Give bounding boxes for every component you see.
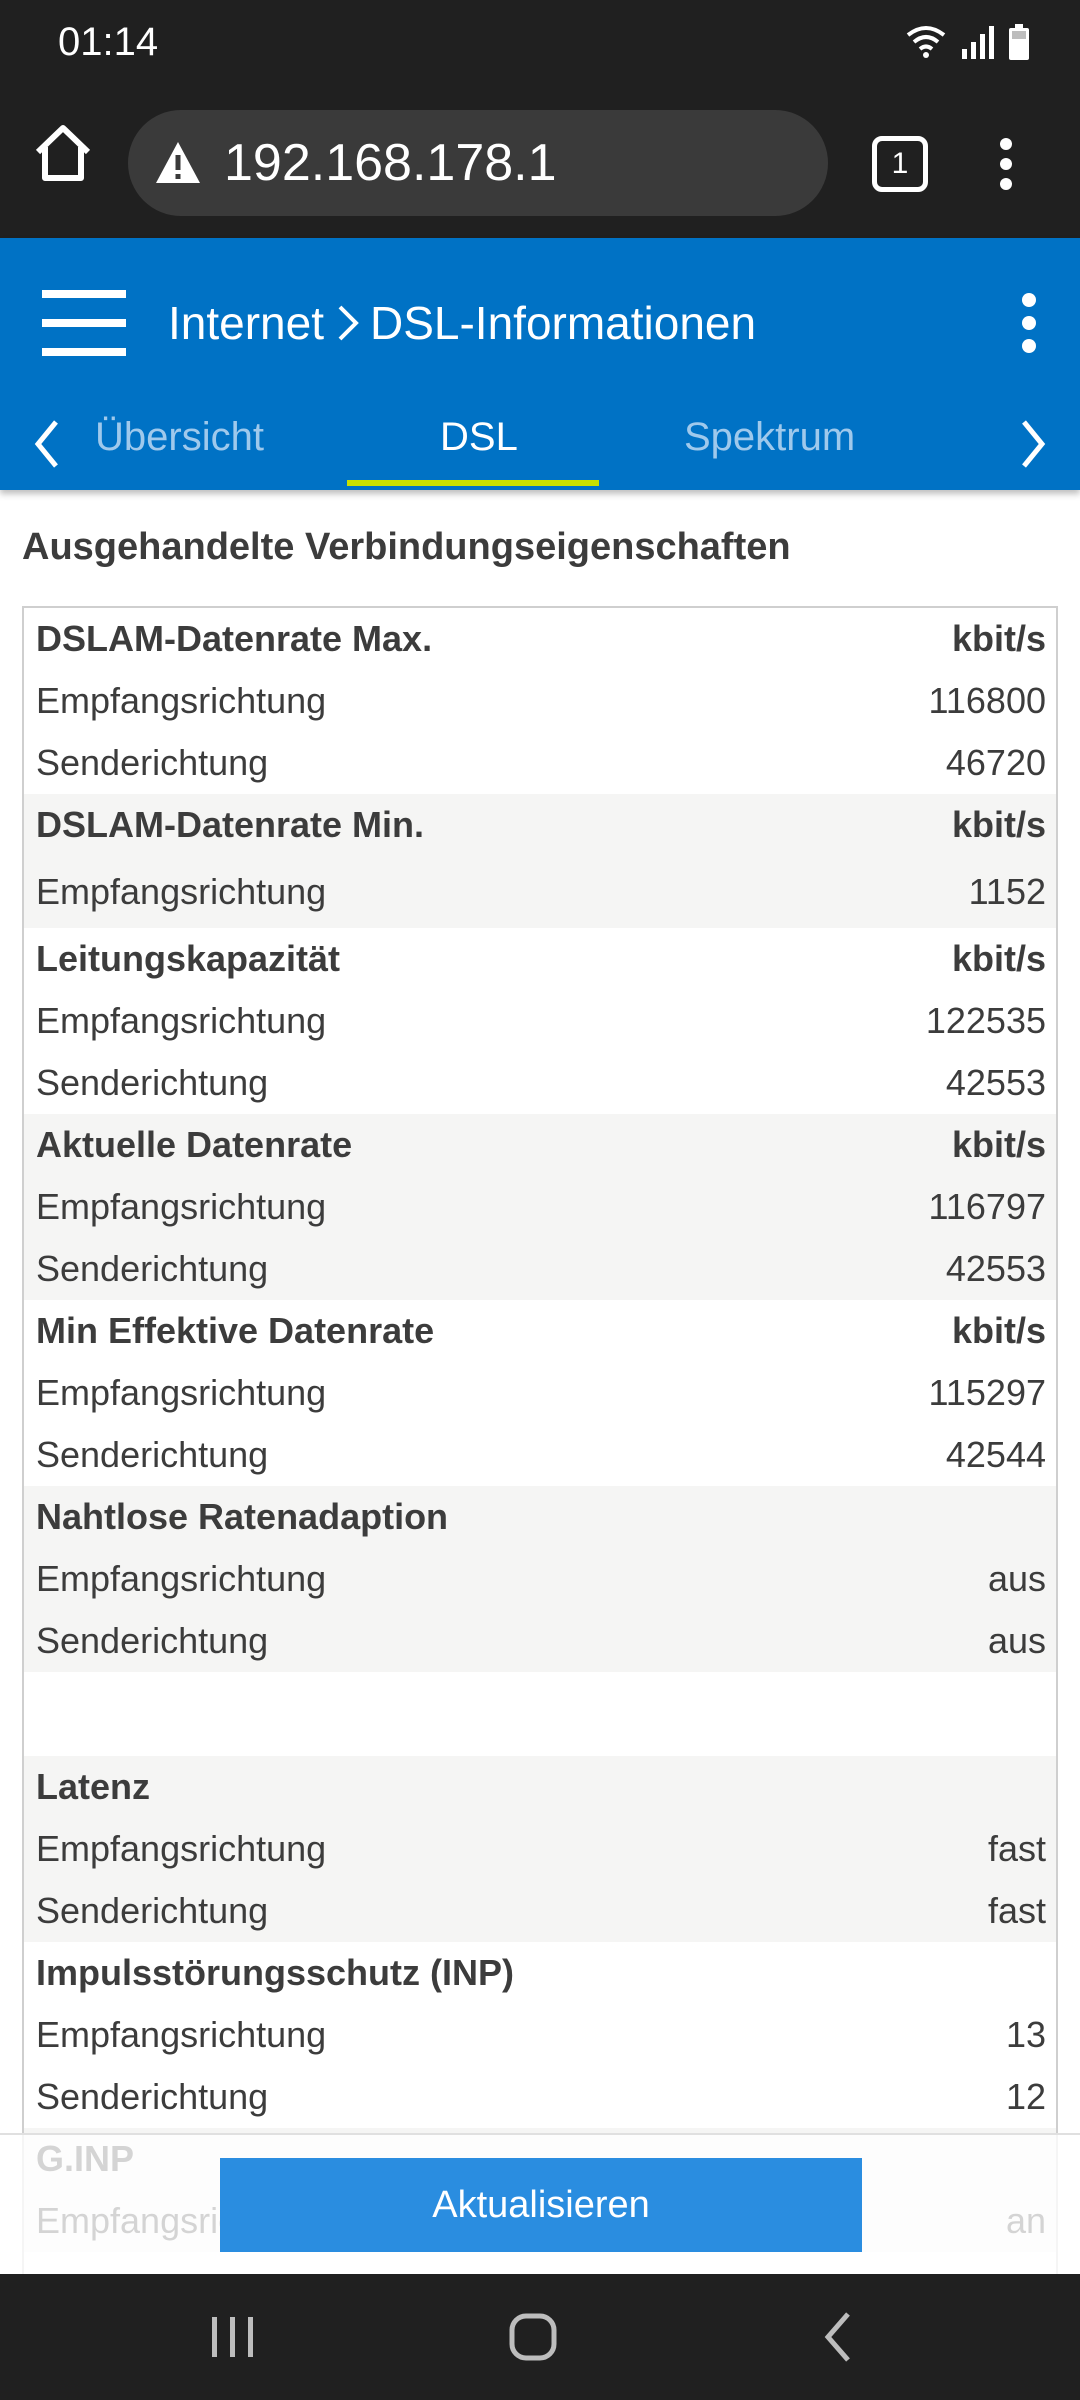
- refresh-button[interactable]: Aktualisieren: [220, 2158, 862, 2252]
- row-value: kbit/s: [951, 804, 1046, 845]
- row-value: 12: [1005, 2076, 1046, 2117]
- section-title: Ausgehandelte Verbindungseigenschaften: [22, 526, 791, 568]
- tab-scroll-left-icon[interactable]: [30, 418, 64, 470]
- row-value: 116800: [928, 680, 1046, 721]
- table-row: [24, 670, 1056, 732]
- row-label: Leitungskapazität: [36, 938, 341, 979]
- chevron-right-icon: [330, 301, 364, 345]
- url-text: 192.168.178.1: [224, 134, 557, 192]
- row-label: Senderichtung: [36, 1248, 269, 1289]
- row-value: aus: [987, 1620, 1046, 1661]
- row-label: Senderichtung: [36, 1062, 269, 1103]
- row-label: Empfangsrichtung: [36, 1372, 327, 1413]
- warning-icon[interactable]: [154, 139, 202, 187]
- home-icon[interactable]: [30, 120, 96, 186]
- row-label: Empfangsrichtung: [36, 1558, 327, 1599]
- row-value: kbit/s: [951, 1124, 1046, 1165]
- table-spacer: [24, 1672, 1056, 1756]
- signal-icon: [960, 25, 994, 59]
- navigation-bar: [0, 2274, 1080, 2400]
- address-bar[interactable]: [128, 110, 828, 216]
- row-label: Senderichtung: [36, 1890, 269, 1931]
- row-value: kbit/s: [951, 938, 1046, 979]
- more-options-icon[interactable]: [1014, 290, 1044, 356]
- table-row: [24, 1238, 1056, 1300]
- row-label: Latenz: [36, 1766, 151, 1807]
- row-value: 115297: [928, 1372, 1046, 1413]
- row-label: Empfangsrichtung: [36, 871, 327, 912]
- browser-toolbar: [0, 90, 1080, 238]
- table-row: [24, 1610, 1056, 1672]
- table-row: [24, 2004, 1056, 2066]
- table-row: [24, 794, 1056, 856]
- row-label: Aktuelle Datenrate: [36, 1124, 353, 1165]
- row-value: aus: [987, 1558, 1046, 1599]
- row-value: fast: [987, 1890, 1046, 1931]
- row-value: 1152: [968, 871, 1046, 912]
- tab-switcher-button[interactable]: [872, 136, 928, 192]
- table-row: [24, 990, 1056, 1052]
- table-row: [24, 1300, 1056, 1362]
- table-row: [24, 1818, 1056, 1880]
- table-row: [24, 1486, 1056, 1548]
- table-row: [24, 1362, 1056, 1424]
- row-label: Empfangsrichtung: [36, 1000, 327, 1041]
- home-icon[interactable]: [508, 2312, 558, 2362]
- row-value: fast: [987, 1828, 1046, 1869]
- table-row: [24, 856, 1056, 928]
- row-value: kbit/s: [951, 618, 1046, 659]
- connection-properties-table: [22, 606, 1058, 2276]
- battery-icon: [1008, 24, 1030, 60]
- table-row: [24, 928, 1056, 990]
- row-label: DSLAM-Datenrate Max.: [36, 618, 433, 659]
- row-value: 122535: [925, 1000, 1046, 1041]
- row-value: 13: [1005, 2014, 1046, 2055]
- table-row: [24, 1052, 1056, 1114]
- row-label: Senderichtung: [36, 1434, 269, 1475]
- row-label: Senderichtung: [36, 1620, 269, 1661]
- table-row: [24, 1756, 1056, 1818]
- table-row: [24, 1424, 1056, 1486]
- recent-apps-icon[interactable]: [208, 2314, 258, 2360]
- breadcrumb: [168, 288, 756, 358]
- row-label: Empfangsrichtung: [36, 1828, 327, 1869]
- table-row: [24, 1942, 1056, 2004]
- row-label: Empfangsrichtung: [36, 680, 327, 721]
- system-icons: [906, 24, 1030, 60]
- table-row: [24, 1114, 1056, 1176]
- hamburger-menu-icon[interactable]: [42, 288, 126, 358]
- row-label: Empfangsrichtung: [36, 2014, 327, 2055]
- tab-count: 1: [891, 147, 909, 180]
- tab-uebersicht[interactable]: Übersicht: [95, 415, 264, 459]
- row-label: DSLAM-Datenrate Min.: [36, 804, 425, 845]
- row-value: 42553: [945, 1062, 1046, 1103]
- table-row: [24, 608, 1056, 670]
- breadcrumb-internet[interactable]: Internet: [168, 297, 324, 349]
- row-value: 42553: [945, 1248, 1046, 1289]
- active-tab-indicator: [347, 480, 599, 486]
- back-icon[interactable]: [820, 2310, 854, 2364]
- status-time: 01:14: [58, 20, 159, 64]
- browser-menu-icon[interactable]: [990, 136, 1022, 192]
- table-row: [24, 1880, 1056, 1942]
- tab-spektrum[interactable]: Spektrum: [684, 415, 856, 459]
- table-row: [24, 1176, 1056, 1238]
- tab-dsl[interactable]: DSL: [440, 415, 518, 459]
- row-value: kbit/s: [951, 1310, 1046, 1351]
- row-label: Senderichtung: [36, 2076, 269, 2117]
- table-row: [24, 2066, 1056, 2128]
- row-label: Nahtlose Ratenadaption: [36, 1496, 449, 1537]
- tab-scroll-right-icon[interactable]: [1016, 418, 1050, 470]
- row-label: Senderichtung: [36, 742, 269, 783]
- row-value: 46720: [945, 742, 1046, 783]
- row-label: Empfangsrichtung: [36, 1186, 327, 1227]
- table-row: [24, 732, 1056, 794]
- table-row: [24, 1548, 1056, 1610]
- row-label: Min Effektive Datenrate: [36, 1310, 435, 1351]
- wifi-icon: [906, 25, 946, 59]
- breadcrumb-dsl-informationen: DSL-Informationen: [370, 297, 757, 349]
- row-value: 116797: [928, 1186, 1046, 1227]
- status-bar: [0, 0, 1080, 90]
- row-value: 42544: [945, 1434, 1046, 1475]
- row-label: Impulsstörungsschutz (INP): [36, 1952, 515, 1993]
